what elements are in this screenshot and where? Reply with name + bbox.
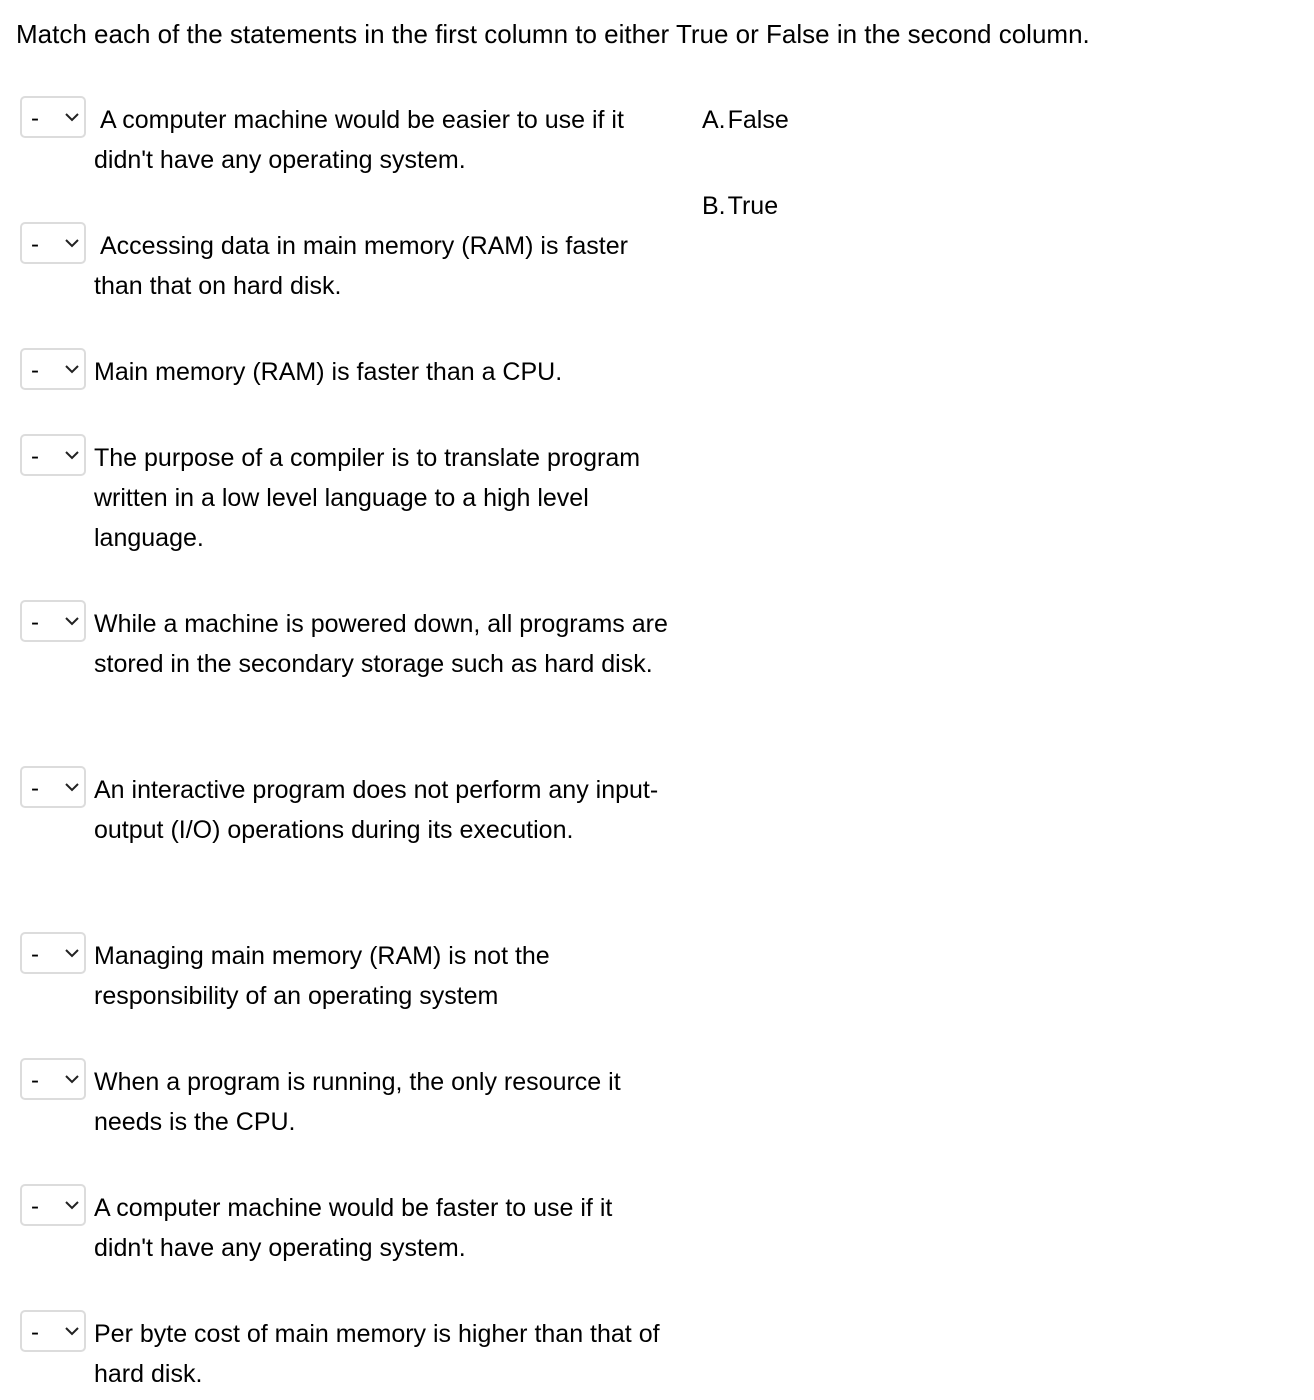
answer-dropdown[interactable] [20, 600, 86, 642]
statement-text: An interactive program does not perform any input-output (I/O) operations during its execution. [94, 776, 659, 844]
dropdown-value: - [31, 357, 39, 384]
statement-row [20, 1310, 680, 1400]
answer-options [702, 100, 789, 272]
statement-text: Managing main memory (RAM) is not the responsibility of an operating system [94, 942, 550, 1010]
dropdown-value: - [31, 443, 39, 470]
statement-row [20, 222, 680, 348]
statement-list [20, 96, 680, 1400]
statement-text: A computer machine would be faster to use if it didn't have any operating system. [94, 1194, 613, 1262]
chevron-down-icon [64, 449, 80, 461]
chevron-down-icon [64, 237, 80, 249]
dropdown-value: - [31, 775, 39, 802]
statement-row [20, 932, 680, 1058]
answer-dropdown[interactable] [20, 1184, 86, 1226]
answer-dropdown[interactable] [20, 434, 86, 476]
instructions-text: Match each of the statements in the first column to either True or False in the second column. [16, 19, 1090, 49]
chevron-down-icon [64, 1325, 80, 1337]
answer-dropdown[interactable] [20, 222, 86, 264]
statement-row [20, 1058, 680, 1184]
statement-text: A computer machine would be easier to use if it didn't have any operating system. [94, 106, 624, 174]
dropdown-value: - [31, 609, 39, 636]
statement-row [20, 434, 680, 600]
statement-row [20, 96, 680, 222]
answer-option-a [702, 100, 789, 186]
dropdown-value: - [31, 231, 39, 258]
dropdown-value: - [31, 1193, 39, 1220]
chevron-down-icon [64, 1073, 80, 1085]
statement-text: While a machine is powered down, all programs are stored in the secondary storage such as hard disk. [94, 610, 668, 678]
answer-dropdown[interactable] [20, 766, 86, 808]
statement-row [20, 348, 680, 434]
statement-row [20, 1184, 680, 1310]
answer-option-b [702, 186, 789, 272]
answer-dropdown[interactable] [20, 932, 86, 974]
statement-text: Per byte cost of main memory is higher than that of hard disk. [94, 1320, 660, 1388]
chevron-down-icon [64, 947, 80, 959]
dropdown-value: - [31, 1319, 39, 1346]
chevron-down-icon [64, 111, 80, 123]
statement-text: Main memory (RAM) is faster than a CPU. [94, 358, 563, 386]
answer-label: True [727, 192, 779, 220]
statement-text: The purpose of a compiler is to translate program written in a low level language to a high level language. [94, 444, 641, 552]
dropdown-value: - [31, 941, 39, 968]
chevron-down-icon [64, 1199, 80, 1211]
answer-dropdown[interactable] [20, 348, 86, 390]
dropdown-value: - [31, 105, 39, 132]
statement-row [20, 600, 680, 766]
dropdown-value: - [31, 1067, 39, 1094]
answer-letter: B. [702, 192, 726, 220]
chevron-down-icon [64, 781, 80, 793]
answer-letter: A. [702, 106, 726, 134]
answer-dropdown[interactable] [20, 1058, 86, 1100]
answer-dropdown[interactable] [20, 1310, 86, 1352]
statement-text: Accessing data in main memory (RAM) is faster than that on hard disk. [94, 232, 628, 300]
chevron-down-icon [64, 363, 80, 375]
statement-text: When a program is running, the only resource it needs is the CPU. [94, 1068, 621, 1136]
answer-label: False [727, 106, 789, 134]
statement-row [20, 766, 680, 932]
chevron-down-icon [64, 615, 80, 627]
answer-dropdown[interactable] [20, 96, 86, 138]
